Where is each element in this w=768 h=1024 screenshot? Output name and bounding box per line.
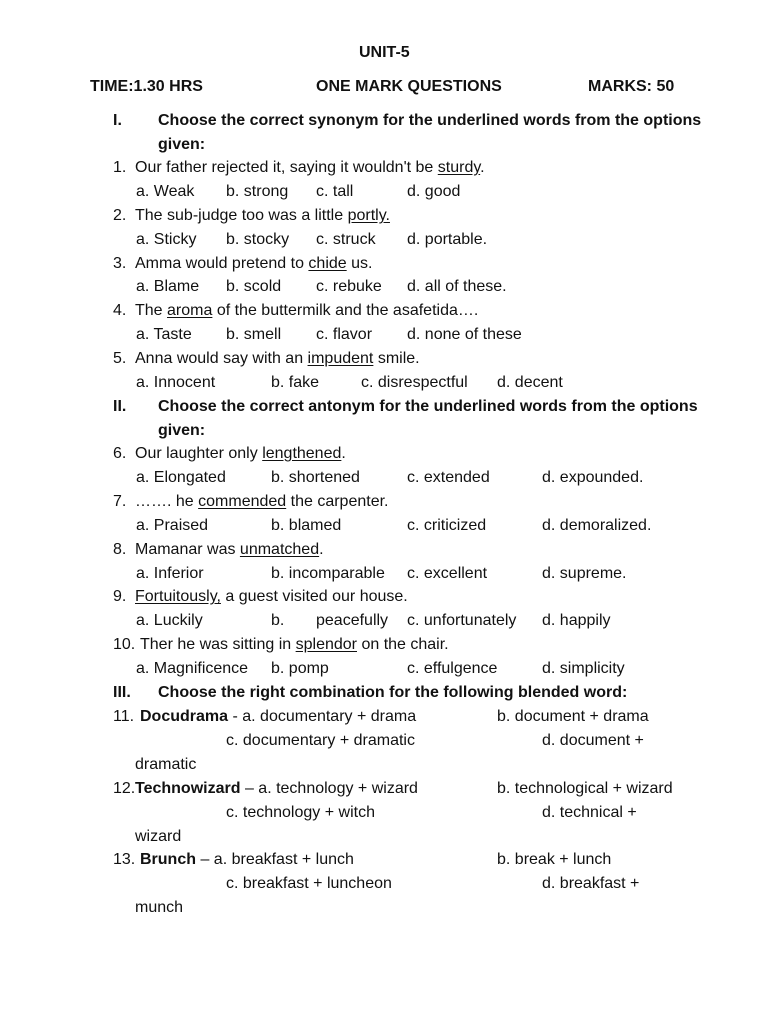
option-a: a. Luckily [136, 612, 203, 629]
option-d: d. happily [542, 612, 611, 629]
option-b: b. [271, 612, 285, 629]
question-number: 12. [113, 780, 136, 797]
underlined-word: sturdy [437, 159, 481, 176]
underlined-word: chide [308, 255, 347, 272]
option-c: c. rebuke [316, 278, 382, 295]
option-d-cont: munch [135, 899, 184, 916]
question-text: Docudrama - a. documentary + drama [140, 708, 417, 725]
option-c: c. technology + witch [226, 804, 375, 821]
option-b: b. technological + wizard [497, 780, 673, 797]
time-label: TIME:1.30 HRS [90, 78, 203, 95]
option-a: a. Taste [136, 326, 192, 343]
question-text: Amma would pretend to chide us. [135, 255, 373, 272]
section-heading-cont: given: [158, 422, 206, 439]
option-a: a. breakfast + lunch [213, 851, 354, 868]
option-b: b. document + drama [497, 708, 649, 725]
question-text: ……. he commended the carpenter. [135, 493, 389, 510]
option-c: c. disrespectful [361, 374, 468, 391]
underlined-word: commended [198, 493, 287, 510]
option-a: a. technology + wizard [258, 780, 418, 797]
option-b: b. break + lunch [497, 851, 612, 868]
underlined-word: portly. [347, 207, 390, 224]
unit-title: UNIT-5 [359, 44, 410, 61]
option-c: c. breakfast + luncheon [226, 875, 392, 892]
underlined-word: Fortuitously, [135, 588, 221, 605]
question-number: 1. [113, 159, 127, 176]
option-b: b. incomparable [271, 565, 385, 582]
option-c: c. extended [407, 469, 490, 486]
underlined-word: unmatched [239, 541, 320, 558]
option-d: d. good [407, 183, 461, 200]
paper-type: ONE MARK QUESTIONS [316, 78, 502, 95]
underlined-word: lengthened [262, 445, 342, 462]
question-number: 7. [113, 493, 127, 510]
question-text: Anna would say with an impudent smile. [135, 350, 420, 367]
option-d: d. all of these. [407, 278, 507, 295]
question-number: 3. [113, 255, 127, 272]
blended-word: Technowizard [135, 780, 241, 797]
option-b: b. smell [226, 326, 282, 343]
question-number: 5. [113, 350, 127, 367]
section-number: I. [113, 112, 122, 129]
option-a: a. Blame [136, 278, 200, 295]
blended-word: Brunch [140, 851, 196, 868]
option-d: d. decent [497, 374, 563, 391]
option-d: d. document + [542, 732, 644, 749]
option-c: c. criticized [407, 517, 487, 534]
question-number: 6. [113, 445, 127, 462]
option-d: d. simplicity [542, 660, 625, 677]
option-c: c. tall [316, 183, 354, 200]
section-heading: Choose the correct synonym for the underlined words from the options [158, 112, 702, 129]
option-b: b. scold [226, 278, 282, 295]
question-text: Our father rejected it, saying it wouldn't be sturdy. [135, 159, 485, 176]
question-text: Fortuitously, a guest visited our house. [135, 588, 408, 605]
question-number: 4. [113, 302, 127, 319]
option-d: d. portable. [407, 231, 488, 248]
question-number: 2. [113, 207, 127, 224]
option-a: a. Innocent [136, 374, 216, 391]
question-text: The aroma of the buttermilk and the asafetida…. [135, 302, 479, 319]
question-text: The sub-judge too was a little portly. [135, 207, 390, 224]
section-heading-cont: given: [158, 136, 206, 153]
question-text: Ther he was sitting in splendor on the chair. [140, 636, 449, 653]
option-a: a. Elongated [136, 469, 226, 486]
option-d: d. demoralized. [542, 517, 652, 534]
option-a: a. Weak [136, 183, 195, 200]
option-d: d. supreme. [542, 565, 627, 582]
option-a: a. documentary + drama [242, 708, 417, 725]
option-d: d. breakfast + [542, 875, 640, 892]
option-a: a. Sticky [136, 231, 197, 248]
option-b: b. pomp [271, 660, 329, 677]
option-c: c. struck [316, 231, 376, 248]
option-c: c. documentary + dramatic [226, 732, 415, 749]
section-number: II. [113, 398, 127, 415]
question-number: 10. [113, 636, 136, 653]
option-b: b. shortened [271, 469, 360, 486]
question-number: 9. [113, 588, 127, 605]
option-b: b. blamed [271, 517, 342, 534]
section-heading: Choose the right combination for the following blended word: [158, 684, 628, 701]
option-a: a. Inferior [136, 565, 204, 582]
section-heading: Choose the correct antonym for the underlined words from the options [158, 398, 698, 415]
option-b: b. strong [226, 183, 289, 200]
option-a: a. Magnificence [136, 660, 249, 677]
question-number: 11. [113, 708, 135, 725]
option-d: d. expounded. [542, 469, 644, 486]
option-c: c. flavor [316, 326, 373, 343]
option-b-text: peacefully [316, 612, 389, 629]
underlined-word: aroma [167, 302, 213, 319]
question-number: 8. [113, 541, 127, 558]
underlined-word: impudent [307, 350, 374, 367]
question-text: Our laughter only lengthened. [135, 445, 346, 462]
question-number: 13. [113, 851, 136, 868]
question-text: Brunch – a. breakfast + lunch [140, 851, 354, 868]
underlined-word: splendor [295, 636, 357, 653]
option-c: c. excellent [407, 565, 488, 582]
option-d: d. technical + [542, 804, 637, 821]
option-b: b. stocky [226, 231, 290, 248]
option-c: c. effulgence [407, 660, 498, 677]
question-text: Technowizard – a. technology + wizard [135, 780, 418, 797]
blended-word: Docudrama [140, 708, 229, 725]
option-c: c. unfortunately [407, 612, 517, 629]
question-text: Mamanar was unmatched. [135, 541, 324, 558]
option-d-cont: dramatic [135, 756, 197, 773]
marks-label: MARKS: 50 [588, 78, 675, 95]
option-d: d. none of these [407, 326, 522, 343]
option-a: a. Praised [136, 517, 209, 534]
option-b: b. fake [271, 374, 320, 391]
section-number: III. [113, 684, 131, 701]
option-d-cont: wizard [135, 828, 182, 845]
